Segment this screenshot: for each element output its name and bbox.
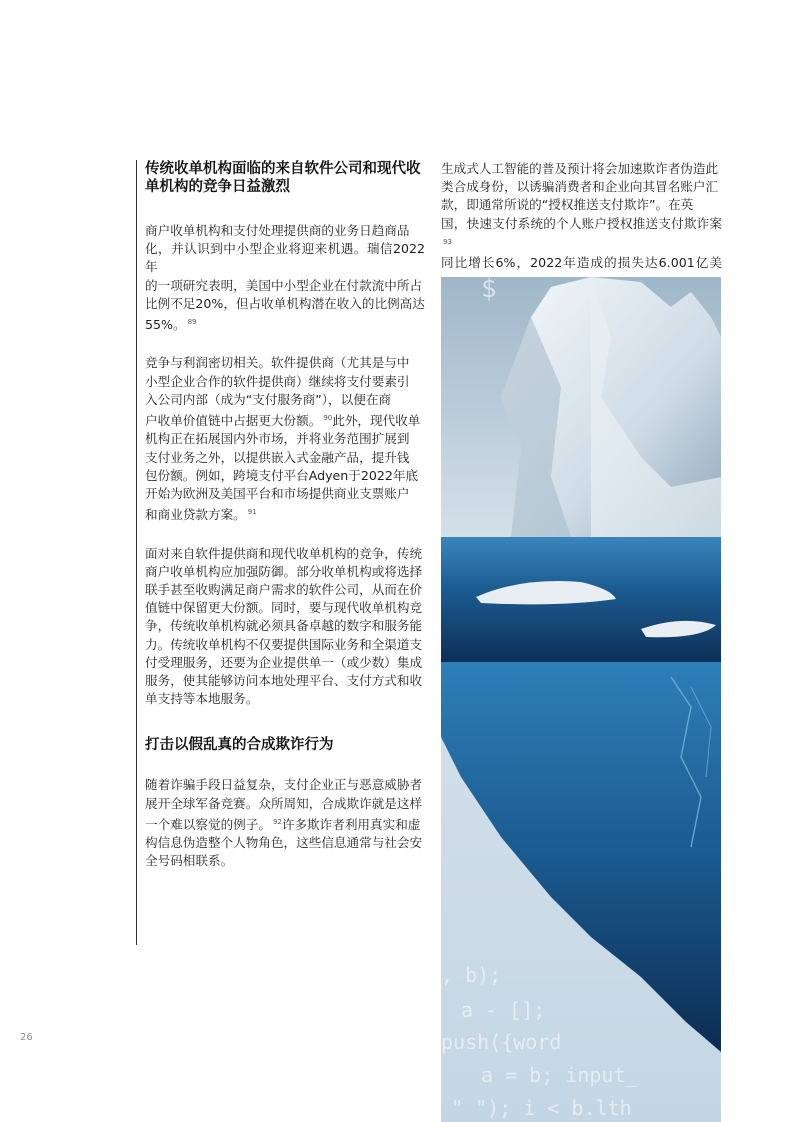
footnote-ref-92[interactable]: 92 (272, 817, 282, 826)
page-number: 26 (20, 1032, 33, 1043)
paragraph-commoditization: 商户收单机构和支付处理提供商的业务日趋商品 化，并认识到中小型企业将迎来机遇。瑞信2022年 的一项研究表明，美国中小型企业在付款流中所占 比例不足20%，但占收单机构潜在收入的比例高达 55%。 $^{89}$ (145, 223, 425, 333)
svg-text:a - [];: a - []; (461, 998, 546, 1022)
svg-text:push({word: push({word (441, 1030, 562, 1054)
footnote-ref-90[interactable]: 90 (323, 414, 333, 423)
left-vertical-rule (136, 160, 137, 945)
paragraph-app-fraud: 生成式人工智能的普及预计将会加速欺诈者伪造此 类合成身份，以诱骗消费者和企业向其冒名账户汇 款，即通常所说的“授权推送支付欺诈”。在英 国，快速支付系统的个人账户授权推送支付欺诈案$^{93}$ 同比增长6%，2022年造成的损失达6.001亿美 (441, 160, 722, 294)
paragraph-synthetic-fraud: 随着诈骗手段日益复杂，支付企业正与恶意威胁者 展开全球军备竞赛。众所周知，合成欺诈就是这样 一个难以察觉的例子。 $^{92}$许多欺诈者利用真实和虚 构信息伪造整个人物角色，这些信息通常与社会安 全号码相联系。 (145, 777, 423, 869)
paragraph-software-providers: 竞争与利润密切相关。软件提供商（尤其是与中 小型企业合作的软件提供商）继续将支付要素引 入公司内部（成为“支付服务商”），以便在商 户收单价值链中占据更大份额。 $^{90}$此外，现代收单 机构正在拓展国内外市场，并将业务范围扩展到 支付业务之外，以提供嵌入式金融产品，提升钱 包份额。例如，跨境支付平台Adyen于2022年底 开始为欧洲及美国平台和市场提供商业支票账户 和商业贷款方案。 $^{91}$ (145, 355, 421, 523)
footnote-ref-91[interactable]: 91 (247, 508, 257, 517)
svg-text:$: $ (481, 277, 497, 304)
section-heading-synthetic-fraud: 打击以假乱真的合成欺诈行为 (145, 737, 334, 754)
left-column (145, 160, 425, 891)
right-column (441, 160, 722, 294)
section-heading-competition: 传统收单机构面临的来自软件公司和现代收 单机构的竞争日益激烈 (145, 161, 421, 195)
iceberg-illustration (441, 277, 721, 1122)
svg-text:" "); i < b.lth: " "); i < b.lth (451, 1096, 632, 1120)
svg-text:a = b; input_: a = b; input_ (481, 1063, 638, 1087)
footnote-ref-89[interactable]: 89 (187, 318, 197, 327)
svg-text:, b);: , b); (441, 963, 502, 987)
footnote-ref-93[interactable]: 93 (443, 237, 452, 246)
paragraph-defense: 面对来自软件提供商和现代收单机构的竞争，传统 商户收单机构应加强防御。部分收单机构或将选择 联手甚至收购满足商户需求的软件公司，从而在价 值链中保留更大份额。同时，要与现代收单机构竞 争，传统收单机构就必须具备卓越的数字和服务能 力。传统收单机构不仅要提供国际业务和全渠道支 付受理服务，还要为企业提供单一（或少数）集成 服务，使其能够访问本地处理平台、支付方式和收 单支持等本地服务。 (145, 545, 423, 707)
